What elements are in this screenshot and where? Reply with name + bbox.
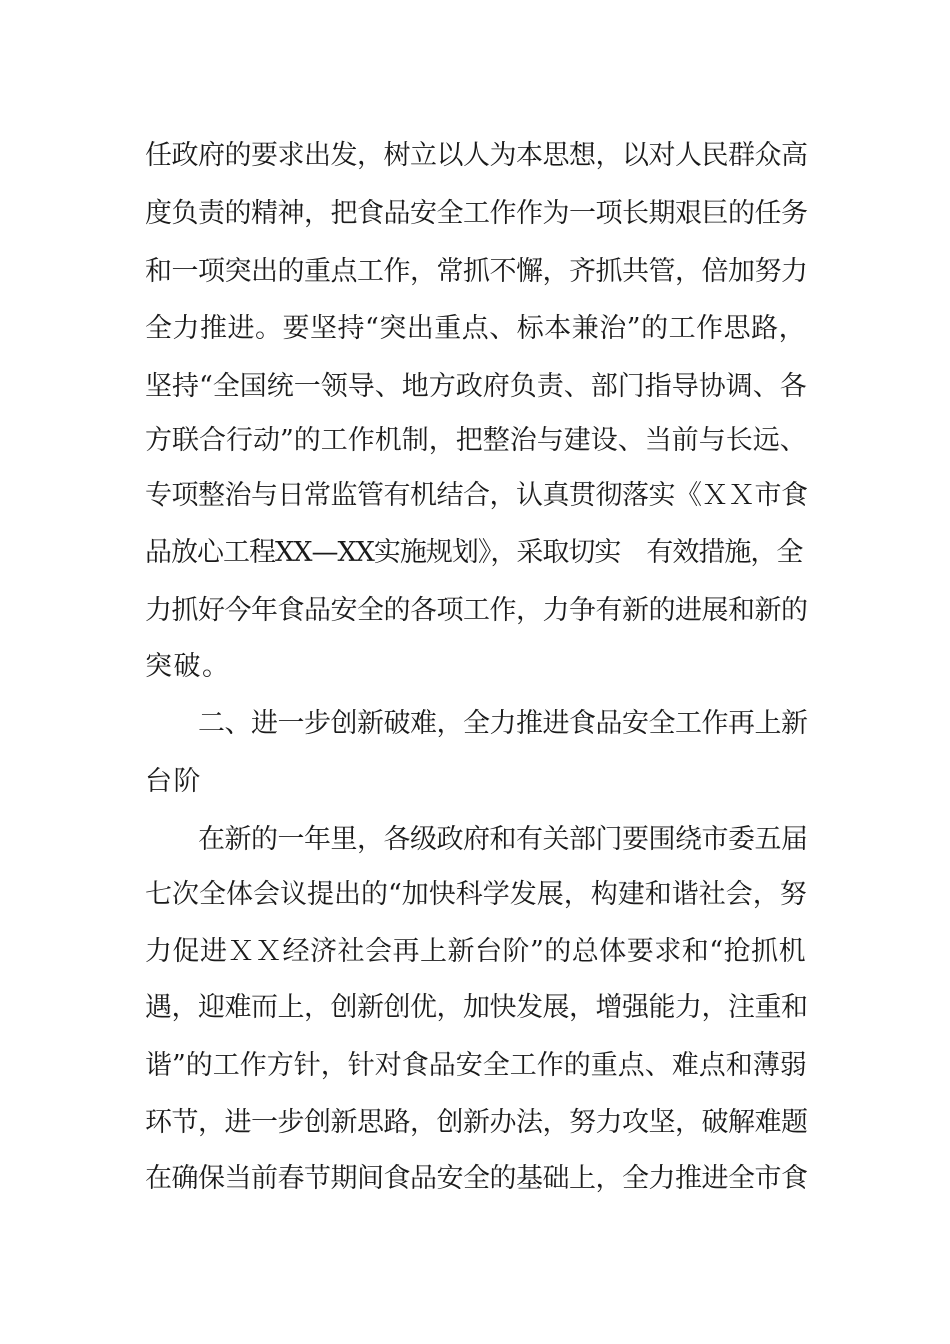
text-line: 度负责的精神，把食品安全工作作为一项长期艰巨的任务 bbox=[145, 198, 808, 229]
text-line: 任政府的要求出发，树立以人为本思想，以对人民群众高 bbox=[145, 140, 808, 171]
text-line: 专项整治与日常监管有机结合，认真贯彻落实《ＸＸ市食 bbox=[145, 480, 808, 511]
text-line: 力促进ＸＸ经济社会再上新台阶”的总体要求和“抢抓机 bbox=[145, 936, 807, 967]
text-line: 环节，进一步创新思路，创新办法，努力攻坚，破解难题 bbox=[145, 1107, 808, 1138]
text-line: 在确保当前春节期间食品安全的基础上，全力推进全市食 bbox=[145, 1163, 808, 1194]
text-line: 谐”的工作方针，针对食品安全工作的重点、难点和薄弱 bbox=[145, 1050, 807, 1081]
text-line: 和一项突出的重点工作，常抓不懈，齐抓共管，倍加努力 bbox=[145, 256, 808, 287]
text-line: 力抓好今年食品安全的各项工作，力争有新的进展和新的 bbox=[145, 595, 808, 626]
text-line: 坚持“全国统一领导、地方政府负责、部门指导协调、各 bbox=[145, 371, 807, 402]
section-heading: 二、进一步创新破难，全力推进食品安全工作再上新 bbox=[198, 708, 808, 739]
section-heading-continuation: 台阶 bbox=[145, 766, 202, 797]
text-line: 品放心工程XX—XX实施规划》，采取切实 有效措施，全 bbox=[145, 537, 803, 568]
paragraph-first-line: 在新的一年里，各级政府和有关部门要围绕市委五届 bbox=[198, 824, 808, 855]
text-line: 方联合行动”的工作机制，把整治与建设、当前与长远、 bbox=[145, 425, 807, 456]
text-line: 遇，迎难而上，创新创优，加快发展，增强能力，注重和 bbox=[145, 992, 808, 1023]
text-line: 突破。 bbox=[145, 651, 231, 682]
text-line: 七次全体会议提出的“加快科学发展，构建和谐社会，努 bbox=[145, 879, 807, 910]
text-line: 全力推进。要坚持“突出重点、标本兼治”的工作思路， bbox=[145, 313, 807, 344]
